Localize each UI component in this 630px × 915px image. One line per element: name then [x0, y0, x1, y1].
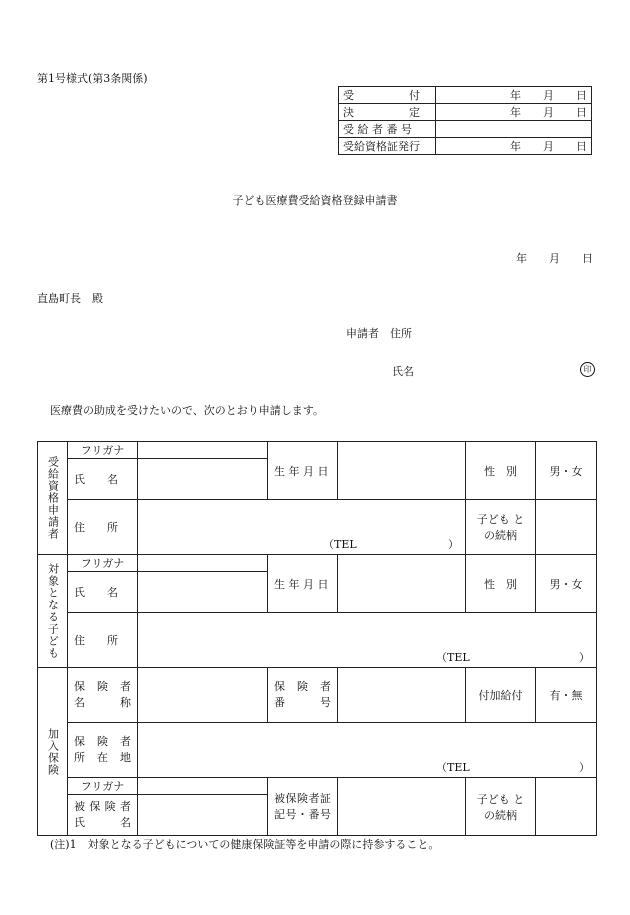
- insurer-name-label: 保 険 者 名 称: [68, 668, 138, 723]
- insurer-address-input[interactable]: [138, 723, 597, 778]
- address-label: 住 所: [68, 500, 138, 555]
- insured-name-input[interactable]: [138, 795, 268, 836]
- reception-row: [339, 87, 592, 104]
- furigana-input[interactable]: [138, 555, 268, 572]
- insurer-number-input[interactable]: [338, 668, 466, 723]
- section-child: 対象となる子ども: [38, 555, 68, 668]
- applicant-address-label: 申請者 住所: [346, 327, 412, 340]
- name-input[interactable]: [138, 572, 268, 613]
- insured-name-label: 被 保 険 者 氏 名: [68, 795, 138, 836]
- gender-value[interactable]: 男・女: [536, 555, 597, 613]
- tel-open: （TEL: [323, 538, 357, 551]
- address-input[interactable]: [138, 500, 466, 555]
- reception-date[interactable]: 年 月 日: [436, 87, 592, 104]
- reception-row: [339, 104, 592, 121]
- page-title: 子ども医療費受給資格登録申請書: [232, 194, 398, 207]
- gender-label: 性 別: [466, 555, 536, 613]
- reception-row: [339, 138, 592, 155]
- seal-icon: [580, 362, 595, 377]
- furigana-label: フリガナ: [68, 555, 138, 572]
- application-table: [37, 441, 597, 836]
- reception-table: [338, 86, 592, 155]
- relation-label: 子ども との続柄: [466, 778, 536, 836]
- insurer-address-label: 保 険 者 所 在 地: [68, 723, 138, 778]
- note: (注)1 対象となる子どもについての健康保険証等を申請の際に持参すること。: [50, 838, 440, 851]
- relation-label: 子ども との続柄: [466, 500, 536, 555]
- address-label: 住 所: [68, 613, 138, 668]
- section-insurance: 加入保険: [38, 668, 68, 836]
- name-input[interactable]: [138, 459, 268, 500]
- tel-close: ）: [579, 761, 590, 774]
- address-input[interactable]: [138, 613, 597, 668]
- gender-label: 性 別: [466, 442, 536, 500]
- reception-label: 決 定: [339, 104, 436, 121]
- name-label: 氏 名: [68, 459, 138, 500]
- birth-label: 生 年 月 日: [268, 442, 338, 500]
- reception-date[interactable]: 年 月 日: [436, 138, 592, 155]
- name-label: 氏 名: [68, 572, 138, 613]
- relation-input[interactable]: [536, 778, 597, 836]
- gender-value[interactable]: 男・女: [536, 442, 597, 500]
- seal-mark: 印: [580, 362, 595, 377]
- addon-label: 付加給付: [466, 668, 536, 723]
- tel-close: ）: [579, 651, 590, 664]
- insurer-name-input[interactable]: [138, 668, 268, 723]
- tel-open: （TEL: [436, 761, 470, 774]
- reception-label: 受 付: [339, 87, 436, 104]
- furigana-label: フリガナ: [68, 442, 138, 459]
- birth-input[interactable]: [338, 442, 466, 500]
- insured-id-label: 被保険者証 記号・番号: [268, 778, 338, 836]
- form-number: 第1号様式(第3条関係): [37, 72, 148, 85]
- reception-label: 受給資格証発行: [339, 138, 436, 155]
- addon-value[interactable]: 有・無: [536, 668, 597, 723]
- addressee: 直島町長 殿: [37, 292, 103, 305]
- furigana-input[interactable]: [138, 778, 268, 795]
- tel-close: ）: [448, 538, 459, 551]
- date-line[interactable]: 年 月 日: [516, 252, 593, 265]
- applicant-name-label: 氏名: [392, 365, 414, 378]
- tel-open: （TEL: [436, 651, 470, 664]
- insured-id-input[interactable]: [338, 778, 466, 836]
- reception-row: [339, 121, 592, 138]
- birth-label: 生 年 月 日: [268, 555, 338, 613]
- reception-label: 受 給 者 番 号: [339, 121, 436, 138]
- birth-input[interactable]: [338, 555, 466, 613]
- reception-date[interactable]: [436, 121, 592, 138]
- section-applicant: 受給資格申請者: [38, 442, 68, 555]
- relation-input[interactable]: [536, 500, 597, 555]
- furigana-input[interactable]: [138, 442, 268, 459]
- insurer-number-label: 保 険 者 番 号: [268, 668, 338, 723]
- intro-text: 医療費の助成を受けたいので、次のとおり申請します。: [50, 404, 324, 417]
- furigana-label: フリガナ: [68, 778, 138, 795]
- reception-date[interactable]: 年 月 日: [436, 104, 592, 121]
